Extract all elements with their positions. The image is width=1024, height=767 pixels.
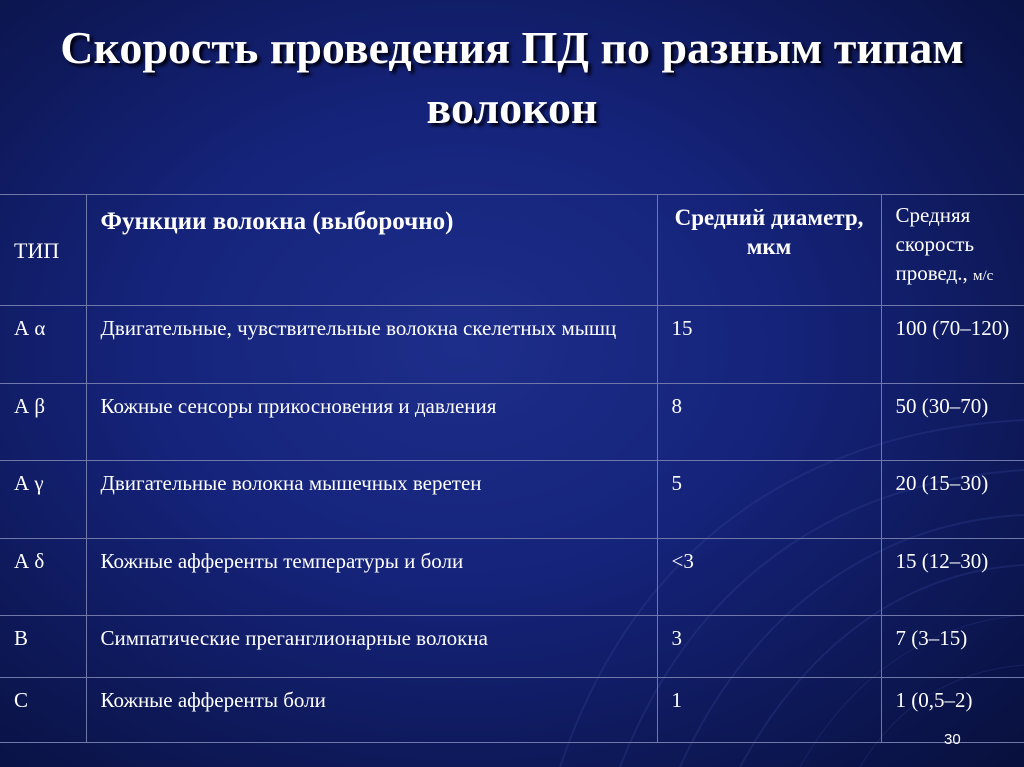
cell-function: Кожные сенсоры прикосновения и давления: [86, 384, 657, 461]
table-row: [0, 539, 1024, 616]
fiber-conduction-table: [0, 194, 1024, 743]
header-speed-label: Средняя скорость провед.,: [895, 203, 975, 285]
cell-speed: 20 (15–30): [881, 461, 1024, 539]
header-speed-unit: м/с: [973, 268, 994, 284]
cell-speed: 7 (3–15): [881, 616, 1024, 678]
slide-title-line-2: волокон: [426, 82, 598, 133]
cell-type: В: [0, 616, 86, 678]
header-function: Функции волокна (выборочно): [86, 195, 657, 306]
cell-type: А β: [0, 384, 86, 461]
cell-diameter: 5: [657, 461, 881, 539]
cell-diameter: 3: [657, 616, 881, 678]
cell-function: Симпатические преганглионарные волокна: [86, 616, 657, 678]
table-row: [0, 678, 1024, 743]
header-diameter: Средний диаметр, мкм: [657, 195, 881, 306]
cell-function: Двигательные волокна мышечных веретен: [86, 461, 657, 539]
cell-type: С: [0, 678, 86, 743]
table-row: [0, 384, 1024, 461]
table-row: [0, 616, 1024, 678]
cell-speed: 50 (30–70): [881, 384, 1024, 461]
cell-diameter: 8: [657, 384, 881, 461]
cell-speed: 100 (70–120): [881, 306, 1024, 384]
cell-type: А γ: [0, 461, 86, 539]
slide-title: [0, 18, 1024, 138]
table-row: [0, 461, 1024, 539]
table-row: [0, 306, 1024, 384]
cell-type: А δ: [0, 539, 86, 616]
header-type: ТИП: [0, 195, 86, 306]
cell-function: Кожные афференты температуры и боли: [86, 539, 657, 616]
cell-speed: 15 (12–30): [881, 539, 1024, 616]
page-number: 30: [944, 731, 961, 748]
cell-function: Кожные афференты боли: [86, 678, 657, 743]
cell-diameter: 15: [657, 306, 881, 384]
slide-title-line-1: Скорость проведения ПД по разным типам: [60, 22, 964, 73]
cell-function: Двигательные, чувствительные волокна скелетных мышц: [86, 306, 657, 384]
header-speed: [881, 195, 1024, 306]
cell-type: А α: [0, 306, 86, 384]
cell-diameter: <3: [657, 539, 881, 616]
table-header-row: [0, 195, 1024, 306]
cell-diameter: 1: [657, 678, 881, 743]
cell-speed: 1 (0,5–2): [881, 678, 1024, 743]
